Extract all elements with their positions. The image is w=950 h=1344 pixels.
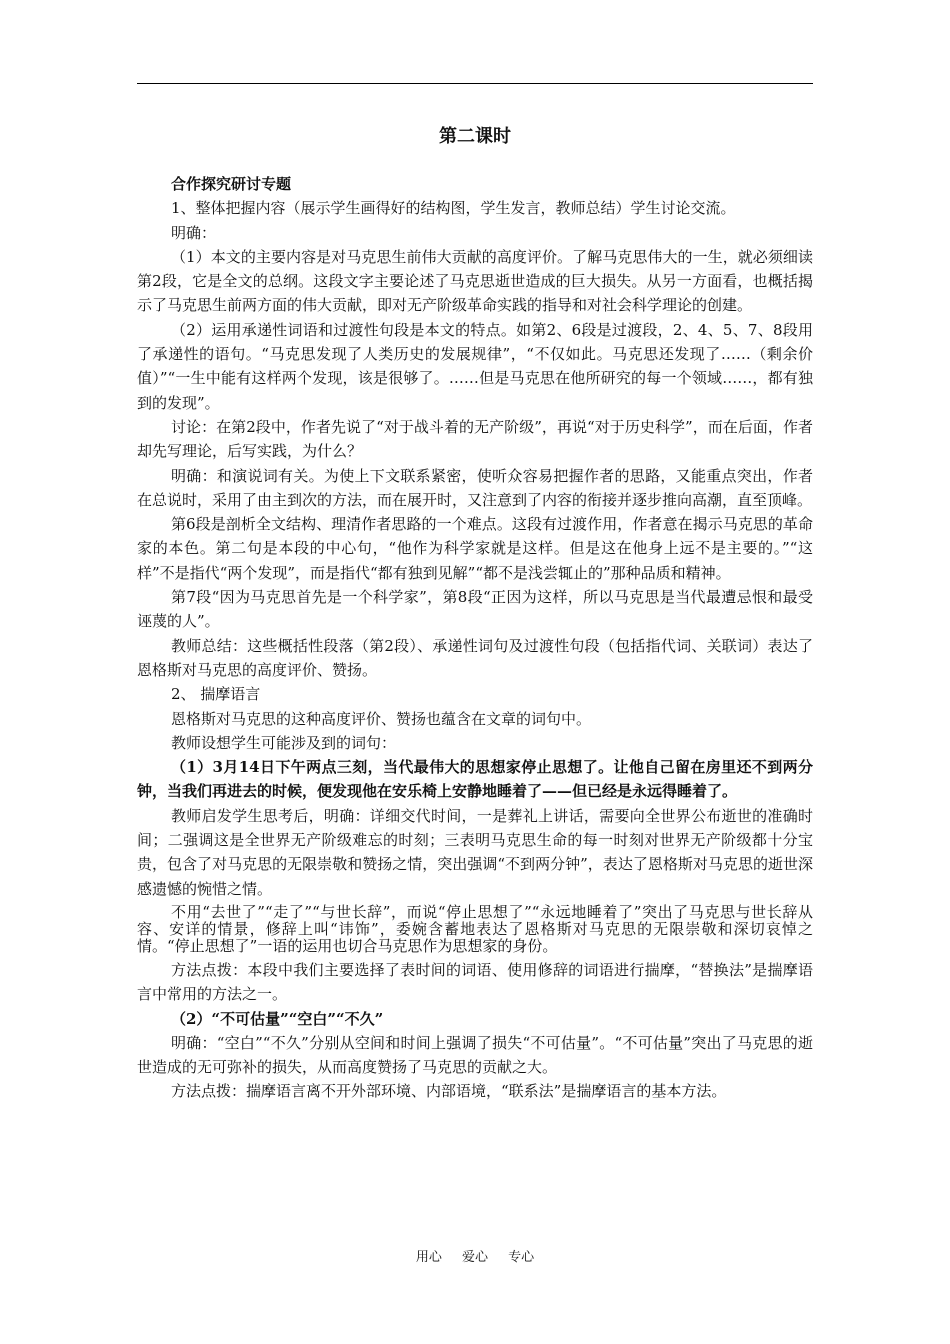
paragraph-explanation: 教师启发学生思考后，明确：详细交代时间，一是葬礼上讲话，需要向全世界公布逝世的准确时间；二强调这是全世界无产阶级难忘的时刻；三表明马克思生命的每一时刻对世界无产阶级都十分宝贵，包含了对马克思的无限崇敬和赞扬之情，突出强调“不到两分钟”，表达了恩格斯对马克思的逝世深感遗憾的惋惜之情。 — [137, 806, 813, 898]
paragraph-clarify-2: 明确：“空白”“不久”分别从空间和时间上强调了损失“不可估量”。“不可估量”突出了马克思的逝世造成的无可弥补的损失，从而高度赞扬了马克思的贡献之大。 — [137, 1033, 813, 1077]
paragraph-2: （2）运用承递性词语和过渡性句段是本文的特点。如第2、6段是过渡段，2、4、5、7、8段用了承递性的语句。“马克思发现了人类历史的发展规律”，“不仅如此。马克思还发现了……（剩余价值）”“一生中能有这样两个发现，该是很够了。……但是马克思在他所研究的每一个领域……，都有独到的发现”。 — [137, 320, 813, 412]
paragraph-teacher-summary: 教师总结：这些概括性段落（第2段）、承递性词句及过渡性句段（包括指代词、关联词）表达了恩格斯对马克思的高度评价、赞扬。 — [137, 636, 813, 679]
paragraph-teacher-idea: 教师设想学生可能涉及到的词句： — [171, 733, 397, 752]
paragraph-method-2: 方法点拨：揣摩语言离不开外部环境、内部语境，“联系法”是揣摩语言的基本方法。 — [171, 1082, 727, 1101]
paragraph-praise: 恩格斯对马克思的这种高度评价、赞扬也蕴含在文章的词句中。 — [171, 709, 592, 728]
paragraph-discussion: 讨论：在第2段中，作者先说了“对于战斗着的无产阶级”，再说“对于历史科学”，而在后面，作者却先写理论，后写实践，为什么？ — [137, 417, 813, 461]
paragraph-clarify: 明确：和演说词有关。为使上下文联系紧密，使听众容易把握作者的思路，又能重点突出，作者在总说时，采用了由主到次的方法，而在展开时，又注意到了内容的衔接并逐步推向高潮，直至顶峰。 — [137, 466, 813, 509]
paragraph-euphemism: 不用“去世了”“走了”“与世长辞”，而说“停止思想了”“永远地睡着了”突出了马克思与世长辞从容、安详的情景，修辞上叫“讳饰”，委婉含蓄地表达了恩格斯对马克思的无限崇敬和深切哀悼之情。“停止思想了”一语的运用也切合马克思作为思想家的身份。 — [137, 902, 813, 955]
paragraph-section-7-8: 第7段“因为马克思首先是一个科学家”，第8段“正因为这样，所以马克思是当代最遭忌恨和最受诬蔑的人”。 — [137, 588, 813, 631]
header-rule — [137, 83, 813, 84]
paragraph-method-1: 方法点拨：本段中我们主要选择了表时间的词语、使用修辞的词语进行揣摩，“替换法”是揣摩语言中常用的方法之一。 — [137, 960, 813, 1004]
section-heading: 合作探究研讨专题 — [171, 175, 292, 193]
item-2-heading: 2、 揣摩语言 — [171, 685, 261, 704]
quote-2: （2）“不可估量”“空白”“不久” — [171, 1009, 384, 1028]
item-1-heading: 1、整体把握内容（展示学生画得好的结构图，学生发言，教师总结）学生讨论交流。 — [171, 199, 736, 218]
document-body — [137, 172, 813, 1104]
paragraph-1: （1）本文的主要内容是对马克思生前伟大贡献的高度评价。了解马克思伟大的一生，就必须细读第2段，它是全文的总纲。这段文字主要论述了马克思逝世造成的巨大损失。从另一方面看，也概括揭示了马克思生前两方面的伟大贡献，即对无产阶级革命实践的指导和对社会科学理论的创建。 — [137, 247, 813, 315]
quote-1: （1）3月14日下午两点三刻，当代最伟大的思想家停止思想了。让他自己留在房里还不到两分钟，当我们再进去的时候，便发现他在安乐椅上安静地睡着了——但已经是永远得睡着了。 — [137, 758, 813, 801]
page-footer: 用心 爱心 专心 — [415, 1250, 535, 1265]
paragraph-section-6: 第6段是剖析全文结构、理清作者思路的一个难点。这段有过渡作用，作者意在揭示马克思的革命家的本色。第二句是本段的中心句，“他作为科学家就是这样。但是这在他身上远不是主要的。”“这样”不是指代“两个发现”，而是指代“都有独到见解”“都不是浅尝辄止的”那种品质和精神。 — [137, 515, 813, 582]
page-title: 第二课时 — [439, 126, 511, 147]
clarify-label: 明确： — [171, 223, 217, 242]
